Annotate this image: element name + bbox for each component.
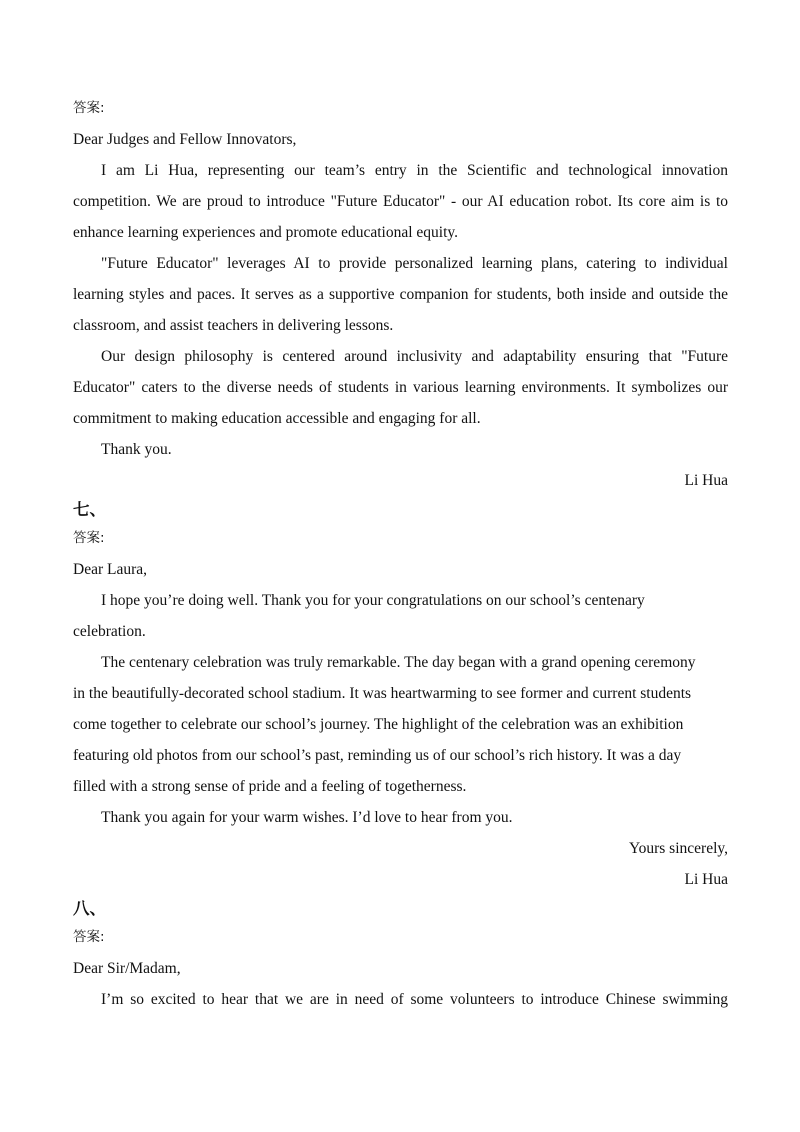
paragraph-line: come together to celebrate our school’s journey. The highlight of the celebration was an exhibition: [73, 716, 684, 733]
paragraph-line: Educator" caters to the diverse needs of students in various learning environments. It symbolizes our: [73, 379, 728, 396]
letter-closing: Yours sincerely,: [628, 840, 728, 857]
paragraph-line: celebration.: [73, 623, 146, 640]
paragraph-line: featuring old photos from our school’s past, reminding us of our school’s rich history. It was a day: [73, 747, 682, 764]
paragraph-line: competition. We are proud to introduce "Future Educator" - our AI education robot. Its core aim is to: [73, 193, 728, 210]
letter-greeting: Dear Sir/Madam,: [73, 960, 181, 977]
answer-label: 答案:: [73, 100, 105, 116]
document-content: [73, 93, 728, 1015]
paragraph-line: enhance learning experiences and promote educational equity.: [73, 224, 459, 241]
letter-signature: Li Hua: [684, 472, 728, 489]
letter-closing: Thank you.: [101, 441, 172, 458]
paragraph-line: I am Li Hua, representing our team’s entry in the Scientific and technological innovation: [101, 162, 728, 179]
paragraph-line: I’m so excited to hear that we are in need of some volunteers to introduce Chinese swimming: [101, 991, 728, 1008]
paragraph-line: in the beautifully-decorated school stadium. It was heartwarming to see former and current students: [73, 685, 692, 702]
answer-label: 答案:: [73, 530, 105, 546]
paragraph-line: filled with a strong sense of pride and a feeling of togetherness.: [73, 778, 467, 795]
paragraph-line: commitment to making education accessible and engaging for all.: [73, 410, 481, 427]
paragraph-line: Our design philosophy is centered around inclusivity and adaptability ensuring that "Future: [101, 348, 728, 365]
paragraph-line: learning styles and paces. It serves as a supportive companion for students, both inside and outside the: [73, 286, 728, 303]
answer-label: 答案:: [73, 929, 105, 945]
letter-greeting: Dear Laura,: [73, 561, 148, 578]
paragraph-line: I hope you’re doing well. Thank you for your congratulations on our school’s centenary: [101, 592, 645, 609]
paragraph-line: The centenary celebration was truly remarkable. The day began with a grand opening ceremony: [101, 654, 696, 671]
section-heading: 七、: [73, 500, 106, 519]
paragraph-line: Thank you again for your warm wishes. I’d love to hear from you.: [101, 809, 513, 826]
letter-signature: Li Hua: [684, 871, 728, 888]
paragraph-line: "Future Educator" leverages AI to provide personalized learning plans, catering to individual: [101, 255, 728, 272]
letter-greeting: Dear Judges and Fellow Innovators,: [73, 131, 297, 148]
section-heading: 八、: [73, 899, 106, 918]
paragraph-line: classroom, and assist teachers in delivering lessons.: [73, 317, 394, 334]
